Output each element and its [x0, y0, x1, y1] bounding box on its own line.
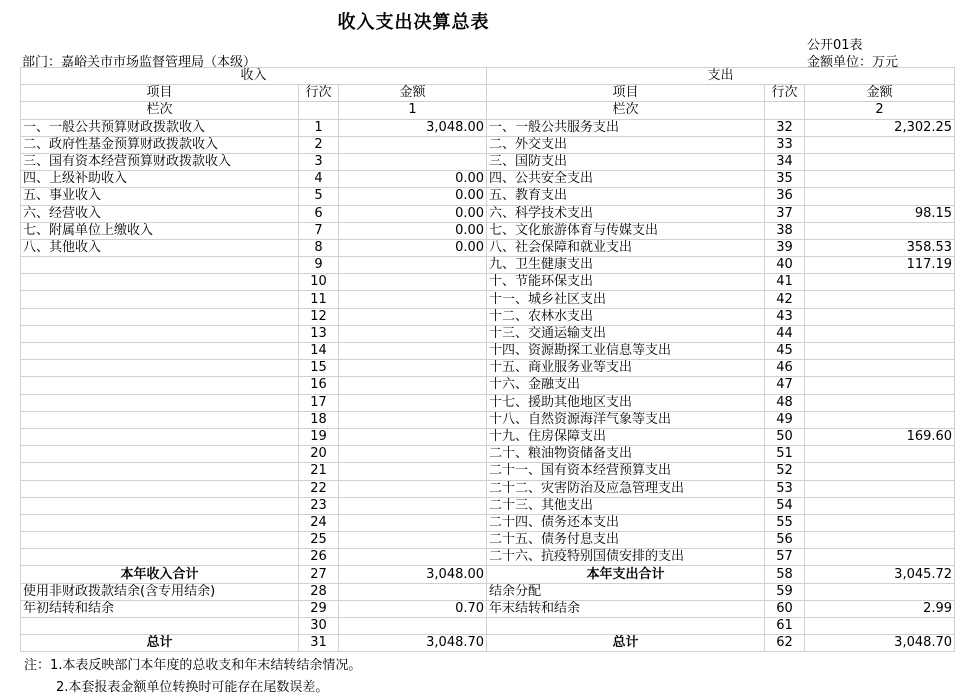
- income-line-cell: 5: [299, 188, 339, 205]
- income-line-cell: 9: [299, 257, 339, 274]
- income-amount-cell: 3,048.00: [339, 119, 487, 136]
- income-item-cell: [21, 514, 299, 531]
- expense-line-header: 行次: [765, 85, 805, 102]
- expense-line-cell: 35: [765, 171, 805, 188]
- expense-amount-cell: [805, 291, 955, 308]
- income-item-cell: [21, 549, 299, 566]
- expense-item-cell: 十一、城乡社区支出: [487, 291, 765, 308]
- expense-amount-cell: [805, 514, 955, 531]
- expense-line-cell: 46: [765, 360, 805, 377]
- expense-amount-cell: [805, 274, 955, 291]
- expense-amount-cell: [805, 222, 955, 239]
- income-amount-cell: [339, 153, 487, 170]
- expense-item-cell: 十二、农林水支出: [487, 308, 765, 325]
- income-line-cell: 19: [299, 428, 339, 445]
- expense-item-cell: 结余分配: [487, 583, 765, 600]
- expense-item-cell: 八、社会保障和就业支出: [487, 239, 765, 256]
- expense-item-cell: 二十三、其他支出: [487, 497, 765, 514]
- table-row: [21, 308, 955, 325]
- expense-amount-cell: [805, 153, 955, 170]
- table-row: [21, 446, 955, 463]
- table-row: [21, 360, 955, 377]
- income-line-cell: 18: [299, 411, 339, 428]
- expense-amount-cell: [805, 325, 955, 342]
- expense-item-cell: 四、公共安全支出: [487, 171, 765, 188]
- income-item-cell: [21, 480, 299, 497]
- table-row: [21, 343, 955, 360]
- expense-line-cell: 51: [765, 446, 805, 463]
- expense-column-index: 2: [805, 102, 955, 119]
- expense-line-cell: 59: [765, 583, 805, 600]
- expense-item-cell: 年末结转和结余: [487, 600, 765, 617]
- table-row: [21, 394, 955, 411]
- income-item-cell: 五、事业收入: [21, 188, 299, 205]
- income-amount-cell: [339, 257, 487, 274]
- expense-line-cell: 47: [765, 377, 805, 394]
- table-row: [21, 532, 955, 549]
- income-item-cell: 本年收入合计: [21, 566, 299, 583]
- income-amount-cell: [339, 514, 487, 531]
- income-item-cell: 四、上级补助收入: [21, 171, 299, 188]
- income-amount-cell: [339, 618, 487, 635]
- table-row: [21, 463, 955, 480]
- income-item-cell: 总计: [21, 635, 299, 652]
- income-amount-cell: [339, 136, 487, 153]
- income-amount-cell: 0.00: [339, 205, 487, 222]
- income-line-cell: 30: [299, 618, 339, 635]
- income-line-cell: 25: [299, 532, 339, 549]
- expense-amount-cell: 98.15: [805, 205, 955, 222]
- income-item-cell: [21, 274, 299, 291]
- expense-line-cell: 57: [765, 549, 805, 566]
- expense-line-cell: 40: [765, 257, 805, 274]
- expense-amount-cell: [805, 532, 955, 549]
- income-amount-cell: 3,048.00: [339, 566, 487, 583]
- expense-item-cell: 七、文化旅游体育与传媒支出: [487, 222, 765, 239]
- expense-line-cell: 36: [765, 188, 805, 205]
- table-row: [21, 377, 955, 394]
- expense-item-cell: 二十、粮油物资储备支出: [487, 446, 765, 463]
- income-amount-cell: [339, 549, 487, 566]
- expense-item-cell: 二十二、灾害防治及应急管理支出: [487, 480, 765, 497]
- table-row: [21, 136, 955, 153]
- expense-amount-cell: [805, 583, 955, 600]
- income-line-cell: 3: [299, 153, 339, 170]
- income-line-cell: 12: [299, 308, 339, 325]
- income-amount-cell: [339, 428, 487, 445]
- expense-item-cell: 五、教育支出: [487, 188, 765, 205]
- expense-line-cell: 39: [765, 239, 805, 256]
- expense-line-cell: 45: [765, 343, 805, 360]
- table-row: [21, 119, 955, 136]
- income-item-cell: [21, 532, 299, 549]
- income-column-label: 栏次: [21, 102, 299, 119]
- income-item-cell: [21, 446, 299, 463]
- income-amount-cell: [339, 325, 487, 342]
- income-item-cell: 七、附属单位上缴收入: [21, 222, 299, 239]
- column-index-row: [21, 102, 955, 119]
- income-amount-cell: 0.00: [339, 239, 487, 256]
- expense-item-cell: 二十五、债务付息支出: [487, 532, 765, 549]
- income-line-cell: 23: [299, 497, 339, 514]
- table-row: [21, 257, 955, 274]
- table-row: [21, 274, 955, 291]
- table-row: [21, 325, 955, 342]
- expense-item-cell: 十六、金融支出: [487, 377, 765, 394]
- section-header-row: [21, 68, 955, 85]
- income-amount-cell: 0.00: [339, 171, 487, 188]
- expense-item-cell: 总计: [487, 635, 765, 652]
- expense-line-cell: 50: [765, 428, 805, 445]
- table-row: [21, 222, 955, 239]
- expense-item-cell: 十三、交通运输支出: [487, 325, 765, 342]
- income-item-cell: [21, 343, 299, 360]
- note-1: 注：1.本表反映部门本年度的总收支和年末结转结余情况。: [24, 658, 362, 673]
- income-line-header: 行次: [299, 85, 339, 102]
- income-line-cell: 13: [299, 325, 339, 342]
- expense-line-cell: 41: [765, 274, 805, 291]
- expense-line-cell: 62: [765, 635, 805, 652]
- table-row: [21, 188, 955, 205]
- table-row: [21, 411, 955, 428]
- income-amount-cell: [339, 532, 487, 549]
- table-row: [21, 239, 955, 256]
- expense-line-cell: 56: [765, 532, 805, 549]
- income-amount-cell: [339, 446, 487, 463]
- expense-amount-cell: [805, 308, 955, 325]
- income-item-cell: [21, 463, 299, 480]
- expense-line-cell: 55: [765, 514, 805, 531]
- expense-line-cell: 60: [765, 600, 805, 617]
- income-column-index: 1: [339, 102, 487, 119]
- expense-line-cell: 53: [765, 480, 805, 497]
- expense-item-cell: 十五、商业服务业等支出: [487, 360, 765, 377]
- expense-amount-cell: [805, 394, 955, 411]
- income-item-cell: 年初结转和结余: [21, 600, 299, 617]
- income-line-cell: 26: [299, 549, 339, 566]
- income-amount-cell: [339, 308, 487, 325]
- income-line-cell: 20: [299, 446, 339, 463]
- income-item-cell: 三、国有资本经营预算财政拨款收入: [21, 153, 299, 170]
- expense-line-cell: 33: [765, 136, 805, 153]
- expense-line-cell: 61: [765, 618, 805, 635]
- expense-line-cell: 48: [765, 394, 805, 411]
- income-line-cell: 7: [299, 222, 339, 239]
- expense-line-cell: 49: [765, 411, 805, 428]
- income-line-cell: 27: [299, 566, 339, 583]
- expense-item-cell: 二十四、债务还本支出: [487, 514, 765, 531]
- report-title: 收入支出决算总表: [337, 12, 490, 33]
- expense-amount-cell: [805, 377, 955, 394]
- income-amount-cell: 0.70: [339, 600, 487, 617]
- expense-amount-cell: [805, 497, 955, 514]
- income-amount-cell: [339, 394, 487, 411]
- income-line-cell: 24: [299, 514, 339, 531]
- income-item-cell: [21, 308, 299, 325]
- expense-amount-cell: [805, 618, 955, 635]
- income-line-cell: 14: [299, 343, 339, 360]
- income-line-cell: 4: [299, 171, 339, 188]
- income-amount-header: 金额: [339, 85, 487, 102]
- amount-unit-label: 金额单位：万元: [807, 55, 899, 70]
- income-line-cell: 29: [299, 600, 339, 617]
- income-item-cell: 一、一般公共预算财政拨款收入: [21, 119, 299, 136]
- expense-item-cell: 十、节能环保支出: [487, 274, 765, 291]
- expense-line-cell: 34: [765, 153, 805, 170]
- expense-amount-cell: [805, 411, 955, 428]
- table-row: [21, 618, 955, 635]
- income-item-cell: 六、经营收入: [21, 205, 299, 222]
- expense-line-cell: 38: [765, 222, 805, 239]
- income-amount-cell: [339, 377, 487, 394]
- expense-amount-cell: [805, 360, 955, 377]
- expense-amount-cell: [805, 446, 955, 463]
- expense-line-cell: 43: [765, 308, 805, 325]
- income-line-cell: 17: [299, 394, 339, 411]
- form-code: 公开01表: [807, 38, 863, 53]
- expense-line-cell: 32: [765, 119, 805, 136]
- income-amount-cell: [339, 497, 487, 514]
- income-amount-cell: [339, 411, 487, 428]
- income-item-cell: [21, 377, 299, 394]
- income-item-cell: [21, 360, 299, 377]
- income-item-cell: 二、政府性基金预算财政拨款收入: [21, 136, 299, 153]
- income-amount-cell: [339, 360, 487, 377]
- expense-amount-cell: [805, 463, 955, 480]
- income-item-cell: 使用非财政拨款结余(含专用结余): [21, 583, 299, 600]
- income-item-cell: [21, 411, 299, 428]
- income-amount-cell: 0.00: [339, 188, 487, 205]
- expense-amount-cell: [805, 136, 955, 153]
- expense-item-cell: 十七、援助其他地区支出: [487, 394, 765, 411]
- income-line-cell: 16: [299, 377, 339, 394]
- income-item-cell: 八、其他收入: [21, 239, 299, 256]
- expense-amount-cell: 3,048.70: [805, 635, 955, 652]
- income-expense-table: [20, 67, 955, 652]
- expense-item-cell: 二、外交支出: [487, 136, 765, 153]
- income-item-cell: [21, 428, 299, 445]
- expense-amount-cell: 358.53: [805, 239, 955, 256]
- expense-line-cell: 52: [765, 463, 805, 480]
- income-line-cell: 21: [299, 463, 339, 480]
- expense-amount-header: 金额: [805, 85, 955, 102]
- column-header-row: [21, 85, 955, 102]
- income-amount-cell: 3,048.70: [339, 635, 487, 652]
- table-row: [21, 600, 955, 617]
- income-line-cell: 10: [299, 274, 339, 291]
- income-line-cell: 11: [299, 291, 339, 308]
- expense-item-cell: 二十六、抗疫特别国债安排的支出: [487, 549, 765, 566]
- expense-amount-cell: [805, 549, 955, 566]
- income-line-cell: 31: [299, 635, 339, 652]
- table-row: [21, 566, 955, 583]
- table-row: [21, 171, 955, 188]
- expense-amount-cell: [805, 171, 955, 188]
- table-row: [21, 205, 955, 222]
- table-row: [21, 291, 955, 308]
- expense-item-cell: 本年支出合计: [487, 566, 765, 583]
- expense-item-cell: 十九、住房保障支出: [487, 428, 765, 445]
- income-item-cell: [21, 497, 299, 514]
- expense-column-label: 栏次: [487, 102, 765, 119]
- expense-amount-cell: 169.60: [805, 428, 955, 445]
- table-row: [21, 549, 955, 566]
- note-2: 2.本套报表金额单位转换时可能存在尾数误差。: [56, 680, 329, 695]
- expense-column-blank: [765, 102, 805, 119]
- expense-item-cell: 十四、资源勘探工业信息等支出: [487, 343, 765, 360]
- income-amount-cell: [339, 463, 487, 480]
- income-item-cell: [21, 618, 299, 635]
- expense-line-cell: 37: [765, 205, 805, 222]
- expense-line-cell: 54: [765, 497, 805, 514]
- income-item-cell: [21, 257, 299, 274]
- expense-amount-cell: 117.19: [805, 257, 955, 274]
- expense-item-cell: [487, 618, 765, 635]
- income-line-cell: 1: [299, 119, 339, 136]
- income-line-cell: 28: [299, 583, 339, 600]
- expense-item-cell: 十八、自然资源海洋气象等支出: [487, 411, 765, 428]
- income-item-cell: [21, 291, 299, 308]
- income-amount-cell: [339, 583, 487, 600]
- expense-item-cell: 二十一、国有资本经营预算支出: [487, 463, 765, 480]
- income-amount-cell: 0.00: [339, 222, 487, 239]
- expense-item-header: 项目: [487, 85, 765, 102]
- expense-line-cell: 58: [765, 566, 805, 583]
- income-item-cell: [21, 394, 299, 411]
- department-label: 部门：嘉峪关市市场监督管理局（本级）: [22, 55, 257, 70]
- expense-section-header: 支出: [487, 68, 955, 85]
- income-line-cell: 15: [299, 360, 339, 377]
- expense-item-cell: 三、国防支出: [487, 153, 765, 170]
- income-line-cell: 8: [299, 239, 339, 256]
- income-section-header: 收入: [21, 68, 487, 85]
- table-row: [21, 480, 955, 497]
- income-line-cell: 22: [299, 480, 339, 497]
- income-column-blank: [299, 102, 339, 119]
- expense-item-cell: 九、卫生健康支出: [487, 257, 765, 274]
- expense-amount-cell: [805, 188, 955, 205]
- income-item-header: 项目: [21, 85, 299, 102]
- expense-item-cell: 一、一般公共服务支出: [487, 119, 765, 136]
- table-row: [21, 583, 955, 600]
- table-row: [21, 497, 955, 514]
- income-amount-cell: [339, 480, 487, 497]
- table-row: [21, 428, 955, 445]
- expense-amount-cell: 2.99: [805, 600, 955, 617]
- expense-amount-cell: 3,045.72: [805, 566, 955, 583]
- table-row: [21, 635, 955, 652]
- expense-line-cell: 42: [765, 291, 805, 308]
- income-line-cell: 6: [299, 205, 339, 222]
- expense-amount-cell: [805, 343, 955, 360]
- expense-item-cell: 六、科学技术支出: [487, 205, 765, 222]
- footnotes: [24, 655, 361, 699]
- table-row: [21, 153, 955, 170]
- table-row: [21, 514, 955, 531]
- expense-line-cell: 44: [765, 325, 805, 342]
- income-item-cell: [21, 325, 299, 342]
- income-amount-cell: [339, 343, 487, 360]
- expense-amount-cell: 2,302.25: [805, 119, 955, 136]
- income-amount-cell: [339, 291, 487, 308]
- income-amount-cell: [339, 274, 487, 291]
- expense-amount-cell: [805, 480, 955, 497]
- income-line-cell: 2: [299, 136, 339, 153]
